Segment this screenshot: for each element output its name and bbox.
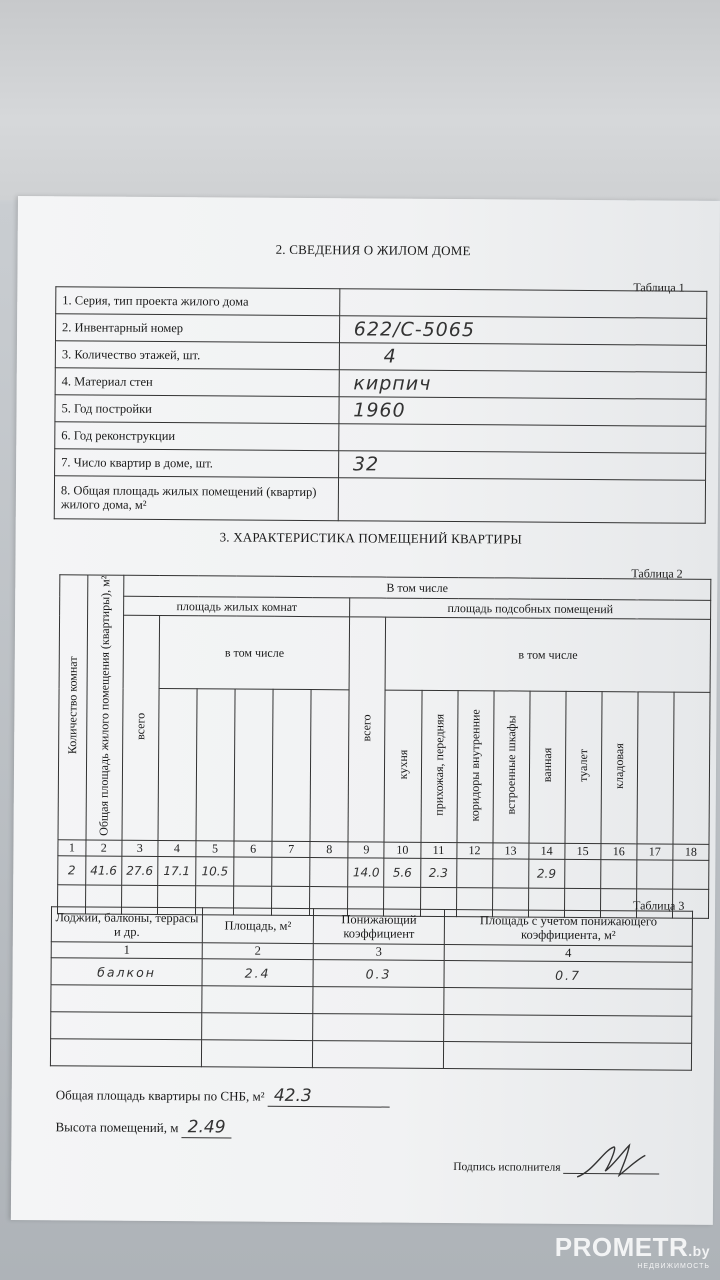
document-sheet <box>11 196 720 1225</box>
header-living-area: площадь жилых комнат <box>123 596 350 617</box>
row-label: 4. Материал стен <box>55 368 339 397</box>
corridors-area-value <box>456 859 492 888</box>
row-label: 8. Общая площадь жилых помещений (квартир) жилого дома, м² <box>54 476 338 521</box>
col-number: 15 <box>565 844 601 860</box>
col-number: 12 <box>456 843 492 859</box>
col-number: 18 <box>673 844 709 860</box>
header-kitchen: кухня <box>395 749 410 780</box>
header-storage: кладовая <box>611 743 626 789</box>
total-area-footer-value: 42.3 <box>268 1086 390 1108</box>
col-number: 11 <box>420 843 456 859</box>
room-area-value <box>234 857 272 886</box>
row-value <box>339 488 353 510</box>
col-number: 1 <box>58 840 86 856</box>
room-height-line <box>55 1116 231 1138</box>
row-label: 6. Год реконструкции <box>55 422 339 451</box>
room-area-value: 17.1 <box>158 857 196 886</box>
apartments-count-value: 32 <box>352 453 380 476</box>
header-living-all: всего <box>133 712 148 740</box>
header-adjusted-area: Площадь с учетом понижающего коэффициента, м² <box>444 909 692 946</box>
signature-line <box>453 1161 659 1174</box>
header-including: В том числе <box>124 575 711 600</box>
room-height-label: Высота помещений, м <box>55 1119 179 1136</box>
header-corridors: коридоры внутренние <box>467 708 483 822</box>
storage-area-value <box>600 860 636 889</box>
header-aux-all: всего <box>359 713 374 742</box>
row-label: 1. Серия, тип проекта жилого дома <box>56 287 340 316</box>
section3-title: 3. ХАРАКТЕРИСТИКА ПОМЕЩЕНИЙ КВАРТИРЫ <box>219 529 523 547</box>
col-number: 1 <box>51 942 202 959</box>
room-height-value: 2.49 <box>182 1117 232 1138</box>
header-aux-in-that: в том числе <box>386 617 711 692</box>
col-number: 2 <box>86 840 122 856</box>
row-label: 7. Число квартир в доме, шт. <box>55 449 339 478</box>
wall-material-value: кирпич <box>353 372 432 395</box>
header-area: Площадь, м² <box>202 908 313 944</box>
header-hall: прихожая, передняя <box>431 713 446 816</box>
col-number: 7 <box>272 841 310 857</box>
header-closets: встроенные шкафы <box>503 715 519 815</box>
handwritten-signature-icon <box>573 1141 669 1182</box>
table1-house-info <box>54 286 708 524</box>
col-number: 3 <box>122 840 158 856</box>
total-area-value: 41.6 <box>85 856 121 885</box>
col-number: 9 <box>348 842 384 858</box>
header-total-area: Общая площадь жилого помещения (квартиры), м² <box>96 575 113 836</box>
header-rooms: Количество комнат <box>64 656 80 755</box>
kitchen-area-value: 5.6 <box>384 858 420 887</box>
room-area-value <box>272 857 310 886</box>
table-row <box>58 856 709 890</box>
extra-area-value <box>636 860 672 889</box>
table-row <box>54 476 705 524</box>
living-area-value: 27.6 <box>122 856 158 885</box>
table2-apartment-rooms <box>57 574 711 919</box>
year-built-value: 1960 <box>353 399 406 422</box>
col-number: 3 <box>313 944 444 961</box>
balcony-area-value: 2.4 <box>202 959 313 987</box>
row-value <box>339 426 353 448</box>
col-number: 5 <box>196 841 234 857</box>
balcony-type-value: балкон <box>51 958 202 986</box>
row-value <box>340 291 354 313</box>
signature-mark <box>563 1173 659 1175</box>
header-balconies: Лоджии, балконы, террасы и др. <box>51 907 202 943</box>
toilet-area-value <box>564 860 600 889</box>
table2-label: Таблица 2 <box>631 566 683 581</box>
header-aux-area: площадь подсобных помещений <box>350 598 711 620</box>
closets-area-value <box>492 859 528 888</box>
room-area-value <box>310 858 348 887</box>
signature-label: Подпись исполнителя <box>453 1161 561 1174</box>
total-area-label: Общая площадь квартиры по СНБ, м² <box>55 1087 265 1104</box>
inventory-number-value: 622/С-5065 <box>353 318 476 342</box>
col-number: 13 <box>493 843 529 859</box>
col-number: 8 <box>310 842 348 858</box>
aux-area-value: 14.0 <box>348 858 384 887</box>
row-label: 3. Количество этажей, шт. <box>55 341 339 370</box>
rooms-count-value: 2 <box>58 856 86 885</box>
row-label: 2. Инвентарный номер <box>55 314 339 343</box>
col-number: 4 <box>444 944 692 962</box>
prometr-watermark-logo <box>555 1232 710 1270</box>
coefficient-value: 0.3 <box>313 960 444 988</box>
row-label: 5. Год постройки <box>55 395 339 424</box>
table-surface-background <box>0 0 720 200</box>
watermark-suffix: .by <box>688 1243 710 1259</box>
adjusted-area-value: 0.7 <box>444 960 692 989</box>
watermark-tagline: НЕДВИЖИМОСТЬ <box>637 1263 710 1270</box>
table1-label: Таблица 1 <box>633 280 685 295</box>
header-coefficient: Понижающий коэффициент <box>313 909 444 945</box>
total-area-line <box>56 1084 390 1107</box>
watermark-brand: PROMETR <box>554 1232 689 1262</box>
col-number: 10 <box>384 842 420 858</box>
bath-area-value: 2.9 <box>528 859 564 888</box>
col-number: 4 <box>158 841 196 857</box>
col-number: 2 <box>202 943 313 960</box>
floors-value: 4 <box>383 345 397 368</box>
hall-area-value: 2.3 <box>420 859 456 888</box>
col-number: 14 <box>529 843 565 859</box>
header-toilet: туалет <box>575 749 590 783</box>
col-number: 6 <box>234 841 272 857</box>
extra-area-value <box>673 860 709 889</box>
header-bath: ванная <box>539 748 554 783</box>
col-number: 16 <box>601 844 637 860</box>
room-area-value: 10.5 <box>196 857 234 886</box>
section2-title: 2. СВЕДЕНИЯ О ЖИЛОМ ДОМЕ <box>275 241 471 259</box>
col-number: 17 <box>637 844 673 860</box>
header-living-in-that: в том числе <box>159 615 350 690</box>
table3-balconies <box>50 906 693 1070</box>
table3-label: Таблица 3 <box>633 898 685 913</box>
